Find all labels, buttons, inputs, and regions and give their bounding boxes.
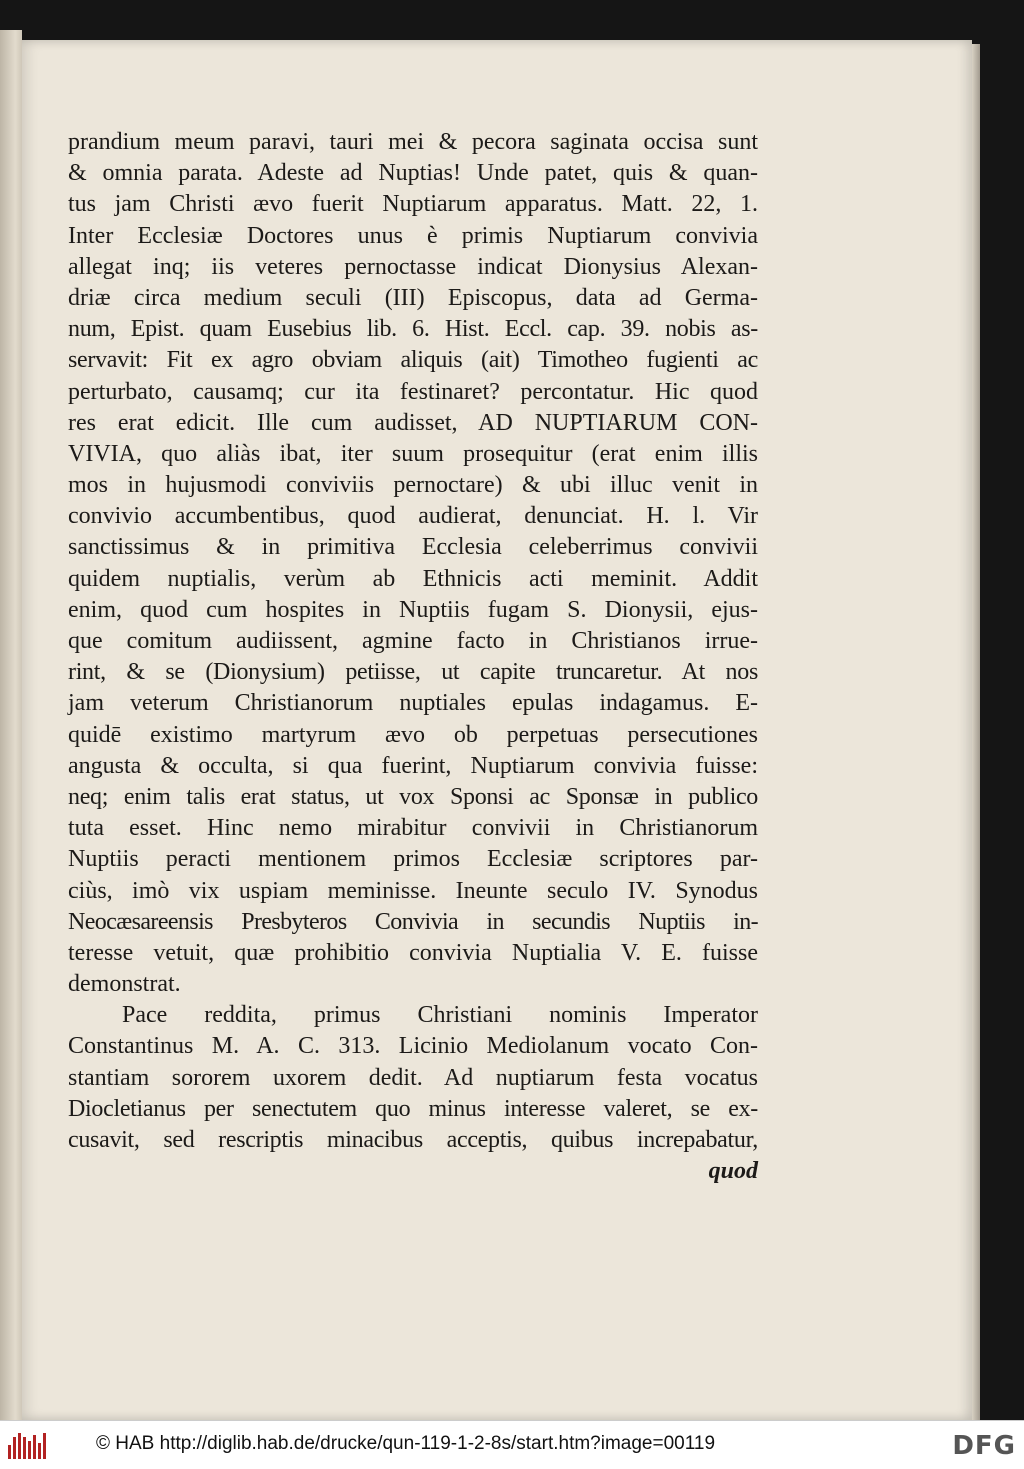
text-line: Constantinus M. A. C. 313. Licinio Mediolanum vocato Con- xyxy=(68,1033,758,1060)
previous-page-edge xyxy=(0,30,22,1420)
text-line: prandium meum paravi, tauri mei & pecora saginata occisa sunt xyxy=(68,129,758,155)
text-line: demonstrat. xyxy=(68,971,181,998)
text-line: enim, quod cum hospites in Nuptiis fugam S. Dionysii, ejus- xyxy=(68,596,758,623)
text-line: que comitum audiissent, agmine facto in Christianos irrue- xyxy=(68,628,758,654)
scanned-page xyxy=(22,40,972,1420)
text-line: perturbato, causamq; cur ita festinaret? percontatur. Hic quod xyxy=(68,378,758,405)
text-line: ciùs, imò vix uspiam meminisse. Ineunte seculo IV. Synodus xyxy=(68,877,758,904)
text-line: mos in hujusmodi conviviis pernoctare) & ubi illuc venit in xyxy=(68,472,758,499)
dfg-logo: DFG xyxy=(952,1431,1016,1461)
text-line: teresse vetuit, quæ prohibitio convivia Nuptialia V. E. fuisse xyxy=(68,939,758,966)
text-line: Inter Ecclesiæ Doctores unus è primis Nuptiarum convivia xyxy=(68,222,758,249)
text-line: Neocæsareensis Presbyteros Convivia in secundis Nuptiis in- xyxy=(68,908,758,935)
text-line: neq; enim talis erat status, ut vox Sponsi ac Sponsæ in publico xyxy=(68,783,758,810)
text-line: Nuptiis peracti mentionem primos Ecclesiæ scriptores par- xyxy=(68,846,758,873)
text-line: num, Epist. quam Eusebius lib. 6. Hist. Eccl. cap. 39. nobis as- xyxy=(68,316,758,343)
copyright-link[interactable]: © HAB http://diglib.hab.de/drucke/qun-119-1-2-8s/start.htm?image=00119 xyxy=(96,1433,716,1454)
text-line: res erat edicit. Ille cum audisset, AD NUPTIARUM CON- xyxy=(68,409,758,436)
page-edge xyxy=(972,44,980,1420)
text-line: servavit: Fit ex agro obviam aliquis (ait) Timotheo fugienti ac xyxy=(68,347,758,374)
page-text xyxy=(68,127,758,1187)
text-line: & omnia parata. Adeste ad Nuptias! Unde patet, quis & quan- xyxy=(68,160,758,187)
text-line: Diocletianus per senectutem quo minus interesse valeret, se ex- xyxy=(68,1095,758,1122)
text-line: convivio accumbentibus, quod audierat, denunciat. H. l. Vir xyxy=(68,503,758,530)
text-line: Pace reddita, primus Christiani nominis Imperator xyxy=(122,1002,758,1029)
footer-bar xyxy=(0,1420,1024,1469)
text-line: angusta & occulta, si qua fuerint, Nuptiarum convivia fuisse: xyxy=(68,752,758,779)
hab-logo-icon xyxy=(8,1433,48,1459)
text-line: VIVIA, quo aliàs ibat, iter suum prosequitur (erat enim illis xyxy=(68,440,758,467)
text-line: stantiam sororem uxorem dedit. Ad nuptiarum festa vocatus xyxy=(68,1064,758,1091)
text-line: quidē existimo martyrum ævo ob perpetuas persecutiones xyxy=(68,721,758,748)
text-line: sanctissimus & in primitiva Ecclesia celeberrimus convivii xyxy=(68,534,758,561)
text-line: tus jam Christi ævo fuerit Nuptiarum apparatus. Matt. 22, 1. xyxy=(68,191,758,218)
text-line: cusavit, sed rescriptis minacibus acceptis, quibus increpabatur, xyxy=(68,1127,758,1153)
text-line: rint, & se (Dionysium) petiisse, ut capite truncaretur. At nos xyxy=(68,659,758,686)
text-line: allegat inq; iis veteres pernoctasse indicat Dionysius Alexan- xyxy=(68,253,758,280)
text-line: tuta esset. Hinc nemo mirabitur convivii in Christianorum xyxy=(68,815,758,842)
text-line: quidem nuptialis, verùm ab Ethnicis acti meminit. Addit xyxy=(68,565,758,592)
text-line: driæ circa medium seculi (III) Episcopus, data ad Germa- xyxy=(68,284,758,311)
catchword: quod xyxy=(708,1158,758,1185)
text-line: jam veterum Christianorum nuptiales epulas indagamus. E- xyxy=(68,690,758,717)
